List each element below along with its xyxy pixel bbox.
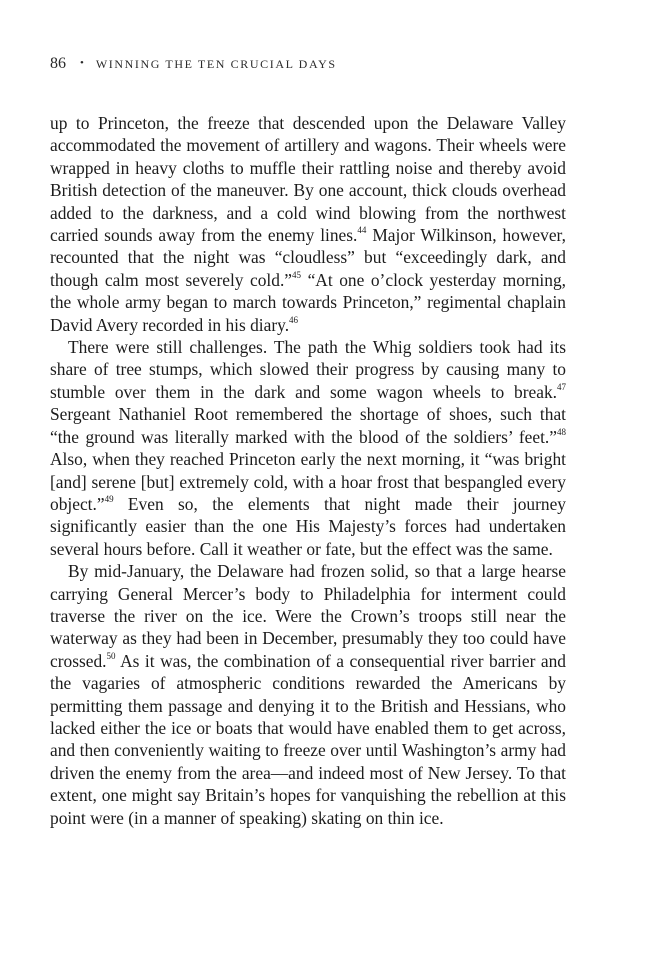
footnote-ref-46: 46 xyxy=(289,314,299,325)
body-text xyxy=(50,112,566,829)
chapter-title: WINNING THE TEN CRUCIAL DAYS xyxy=(95,57,337,71)
footnote-ref-44: 44 xyxy=(357,225,367,236)
paragraph xyxy=(50,112,566,336)
separator-bullet: • xyxy=(80,57,84,69)
text-run: There were still challenges. The path the Whig soldiers took had its share of tree stumps, which slowed their progress by causing many to stumble over them in the dark and some wagon wheels to break. xyxy=(50,337,566,402)
text-run: Sergeant Nathaniel Root remembered the shortage of shoes, such that “the ground was literally marked with the blood of the soldiers’ feet.” xyxy=(50,404,566,447)
footnote-ref-50: 50 xyxy=(106,650,116,661)
text-run: Also, when they reached Princeton early the next morning, it “was bright [and] serene [but] extremely cold, with a hoar frost that bespangled every object.” xyxy=(50,449,566,514)
paragraph xyxy=(50,336,566,560)
running-head xyxy=(50,55,337,75)
text-run: Major Wilkinson, however, recounted that the night was “cloudless” but “exceedingly dark, and though calm most severely cold.” xyxy=(50,225,566,290)
text-run: Even so, the elements that night made their journey significantly easier than the one His Majesty’s forces had undertaken several hours before. Call it weather or fate, but the effect was the same. xyxy=(50,493,566,559)
text-run: By mid-January, the Delaware had frozen solid, so that a large hearse carrying General Mercer’s body to Philadelphia for interment could traverse the river on the ice. Were the Crown’s troops still near the waterway as they had been in December, presumably they too could have crossed. xyxy=(50,561,566,671)
footnote-ref-47: 47 xyxy=(557,382,566,393)
page-number: 86 xyxy=(50,55,66,72)
text-run: As it was, the combination of a consequential river barrier and the vagaries of atmospheric conditions rewarded the Americans by permitting them passage and denying it to the British and Hessians, who lacked either the ice or boats that would have enabled them to get across, and then conveniently waiting to freeze over until Washington’s army had driven the enemy from the area—and indeed most of New Jersey. To that extent, one might say Britain’s hopes for vanquishing the rebellion at this point were (in a manner of speaking) skating on thin ice. xyxy=(50,650,566,828)
text-run: “At one o’clock yesterday morning, the whole army began to march towards Princeton,” regimental chaplain David Avery recorded in his diary. xyxy=(50,269,567,335)
footnote-ref-49: 49 xyxy=(104,494,114,505)
footnote-ref-48: 48 xyxy=(557,426,566,437)
footnote-ref-45: 45 xyxy=(292,270,302,281)
text-run: up to Princeton, the freeze that descended upon the Delaware Valley accommodated the movement of artillery and wagons. Their wheels were wrapped in heavy cloths to muffle their rattling noise and thereby avoid British detection of the maneuver. By one account, thick clouds overhead added to the darkness, and a cold wind blowing from the northwest carried sounds away from the enemy lines. xyxy=(50,113,566,246)
paragraph xyxy=(50,560,566,829)
